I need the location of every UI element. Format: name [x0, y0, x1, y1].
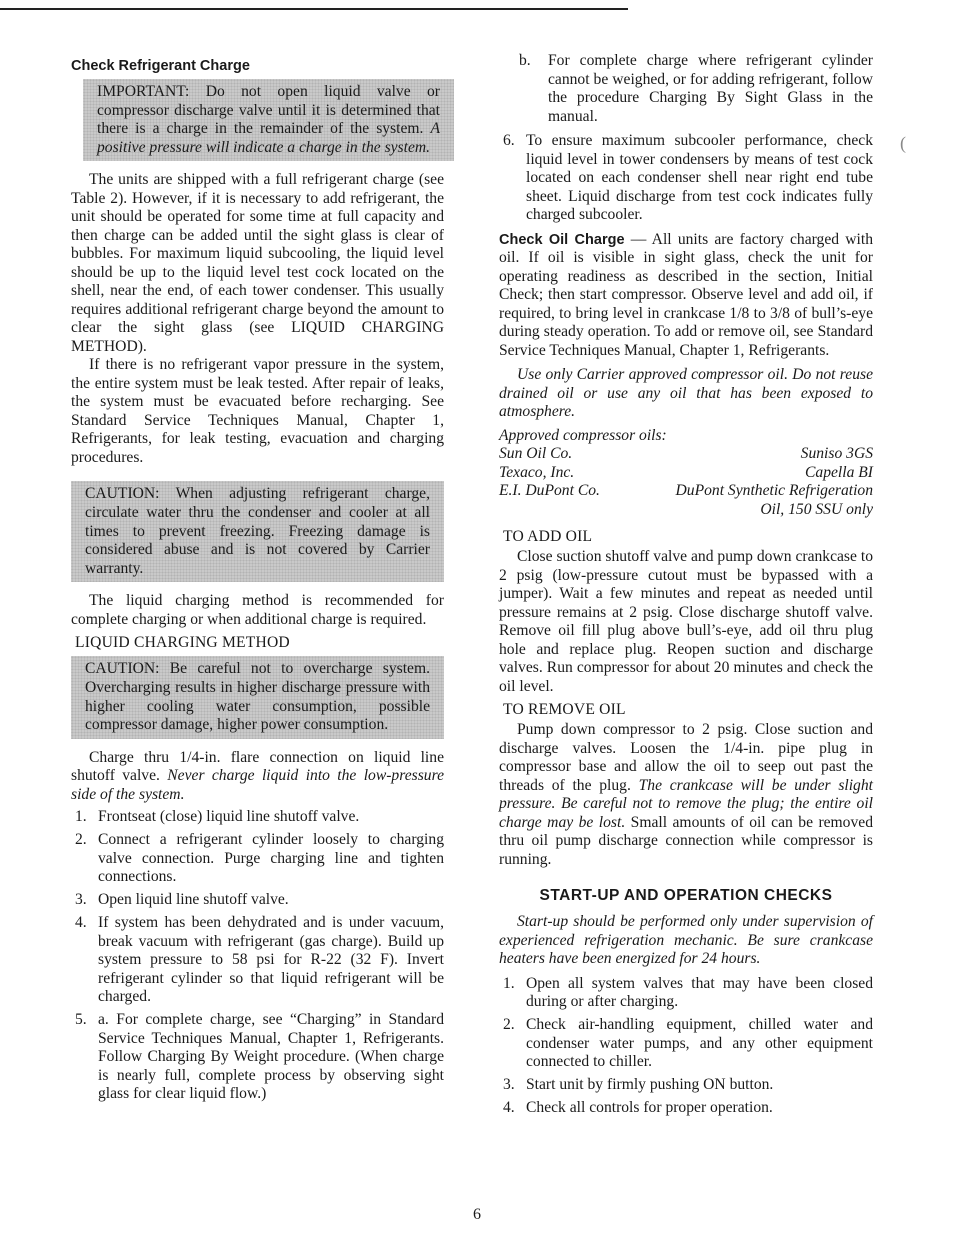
caution-text: Be careful not to overcharge system. Overcharging results in higher discharge pressure with higher cooling water consumption, possible compressor damage, higher power consumption.	[85, 660, 430, 734]
step-text: Check all controls for proper operation.	[526, 1099, 773, 1116]
startup-steps	[499, 975, 873, 1118]
important-italic: A positive pressure will indicate a charge in the system.	[97, 120, 440, 156]
page-number: 6	[473, 1206, 481, 1223]
step-number: 4.	[75, 914, 87, 932]
liquid-charging-subhead: LIQUID CHARGING METHOD	[75, 634, 290, 652]
caution-label: CAUTION:	[85, 485, 160, 503]
check-oil-para	[499, 231, 873, 361]
remove-oil-subhead: TO REMOVE OIL	[503, 701, 626, 718]
oil-product: Suniso 3GS	[800, 445, 873, 462]
step-number: 3.	[75, 891, 87, 909]
oil-company: Sun Oil Co.	[499, 445, 573, 462]
caution-label: CAUTION:	[85, 660, 160, 678]
table-row	[499, 445, 873, 464]
oil-product: Capella BI	[805, 463, 873, 481]
list-item	[499, 975, 873, 1012]
step-number: b.	[519, 52, 531, 69]
charge-thru-italic: Never charge liquid into the low-pressure side of the system.	[71, 767, 444, 803]
refrigerant-para-1: The units are shipped with a full refrigerant charge (see Table 2). However, if it is necessary to add refrigerant, the unit should be operated for some time at full capacity and then charge can be added until the sight glass is clear of bubbles. For maximum liquid subcooling, the liquid level should be up to the liquid level test cock located on the shell, near the end, of each tower condenser. This usually requires additional refrigerant charge beyond the amount to clear the sight glass (see LIQUID CHARGING METHOD).	[71, 171, 444, 355]
caution-text: When adjusting refrigerant charge, circulate water thru the condenser and cooler at all times to prevent freezing. Freezing damage is considered abuse and is not covered by Carrier warranty.	[85, 485, 430, 577]
list-item	[499, 132, 873, 225]
oil-product: DuPont Synthetic Refrigeration Oil, 150 SSU only	[675, 482, 873, 518]
remove-oil-text-2: Small amounts of oil can be removed thru oil pump discharge connection while compressor is running.	[499, 813, 873, 868]
left-column	[71, 52, 444, 1108]
approved-oils-label	[499, 427, 873, 446]
check-oil-heading: Check Oil Charge	[499, 231, 625, 248]
list-item	[71, 1011, 444, 1104]
liquid-method-intro: The liquid charging method is recommended for complete charging or when additional charge is required.	[71, 592, 444, 628]
remove-oil-italic: The crankcase will be under slight pressure. Be careful not to remove the plug; the entire oil charge may be lost.	[499, 776, 873, 831]
add-oil-subhead: TO ADD OIL	[503, 528, 593, 545]
scan-mark: (	[900, 133, 906, 153]
startup-note	[499, 913, 873, 969]
step-text: Connect a refrigerant cylinder loosely to charging valve connection. Purge charging line and tighten connections.	[98, 831, 444, 886]
remove-oil-text: Pump down compressor to 2 psig. Close suction and discharge valves. Loosen the 1/4-in. pipe plug in compressor base and allow the oil to seep out past the threads of the plug.	[499, 721, 873, 794]
step-text: Open liquid line shutoff valve.	[98, 891, 289, 909]
list-item	[499, 1099, 873, 1118]
step-number: 6.	[503, 132, 515, 149]
approved-oils-table	[499, 445, 873, 519]
important-label: IMPORTANT:	[97, 83, 190, 100]
oil-company: E.I. DuPont Co.	[499, 482, 600, 499]
step-text: Frontseat (close) liquid line shutoff valve.	[98, 808, 360, 826]
step-number: 3.	[503, 1076, 515, 1093]
approved-oils-text: Approved compressor oils:	[499, 426, 667, 444]
step-text: If system has been dehydrated and is under vacuum, break vacuum with refrigerant (gas charge). Build up system pressure to 58 psi for R-22 (32 F). Invert refrigerant cylinder so that liquid refrigerant will be charged.	[98, 914, 444, 1006]
remove-oil-para	[499, 721, 873, 869]
table-row	[499, 482, 873, 519]
step-5b	[499, 52, 873, 126]
list-item	[71, 891, 444, 910]
oil-company: Texaco, Inc.	[499, 463, 575, 481]
charge-thru-text: Charge thru 1/4-in. flare connection on liquid line shutoff valve.	[71, 748, 444, 785]
list-item	[71, 831, 444, 887]
charge-thru-para	[71, 749, 444, 805]
step-number: 4.	[503, 1099, 515, 1116]
step-text: Start unit by firmly pushing ON button.	[526, 1076, 774, 1093]
step-text: Open all system valves that may have been closed during or after charging.	[526, 974, 873, 1010]
step-text: For complete charge where refrigerant cylinder cannot be weighed, or for adding refrigerant, follow the procedure Charging By Sight Glass in the manual.	[548, 52, 873, 125]
top-rule	[0, 8, 628, 10]
check-oil-text: — All units are factory charged with oil. If oil is visible in sight glass, check the unit for operating readiness as described in the section, Initial Check; then start compressor. Observe level and add oil, if required, to bring level in crankcase 1/8 to 3/8 of bull’s-eye during steady operation. To add or remove oil, see Standard Service Techniques Manual, Chapter 1, Refrigerants.	[499, 230, 873, 359]
refrigerant-para-2: If there is no refrigerant vapor pressure in the system, the entire system must be leak tested. After repair of leaks, the system must be evacuated before recharging. See Standard Service Techniques Manual, Chapter 1, Refrigerants, for leak testing, evacuation and charging procedures.	[71, 356, 444, 466]
check-refrigerant-heading: Check Refrigerant Charge	[71, 58, 250, 74]
charging-steps	[71, 808, 444, 1104]
important-box	[83, 79, 454, 161]
startup-note-text: Start-up should be performed only under supervision of experienced refrigeration mechanic. Be sure crankcase heaters have been energized for 24 hours.	[499, 913, 873, 967]
right-column	[499, 52, 873, 1122]
step-number: 1.	[75, 808, 87, 826]
step-text: Check air-handling equipment, chilled water and condenser water pumps, and any other equipment connected to chiller.	[526, 1016, 873, 1070]
list-item	[499, 1076, 873, 1095]
step-6-list	[499, 132, 873, 225]
table-row	[499, 464, 873, 483]
caution-box-freezing	[71, 481, 444, 582]
list-item	[71, 914, 444, 1007]
step-number: 2.	[75, 831, 87, 849]
list-item	[71, 808, 444, 827]
step-number: 2.	[503, 1016, 515, 1033]
list-item	[499, 1016, 873, 1072]
startup-heading: START-UP AND OPERATION CHECKS	[539, 887, 833, 904]
oil-warning-text: Use only Carrier approved compressor oil. Do not reuse drained oil or use any oil that has been exposed to atmosphere.	[499, 366, 873, 420]
step-number: 5.	[75, 1011, 87, 1029]
important-text: Do not open liquid valve or compressor discharge valve until it is determined that there is a charge in the remainder of the system.	[97, 83, 440, 138]
oil-warning	[499, 366, 873, 422]
caution-box-overcharge	[71, 656, 444, 738]
step-text: a. For complete charge, see “Charging” in Standard Service Techniques Manual, Chapter 1, Refrigerants. Follow Charging By Weight procedure. (When charge is nearly full, complete process by observing sight glass for clear liquid flow.)	[98, 1011, 444, 1103]
step-text: To ensure maximum subcooler performance, check liquid level in tower condensers by means of test cock located on each condenser shell near right end tube sheet. Liquid discharge from test cock indicates fully charged subcooler.	[526, 132, 873, 223]
add-oil-text: Close suction shutoff valve and pump down crankcase to 2 psig (low-pressure cutout must be bypassed with a jumper). Wait a few minutes and repeat as needed until pressure remains at 2 psig. Close discharge shutoff valve. Remove oil fill plug above bull’s-eye, add oil thru plug hole and replace plug. Reopen suction and discharge valves. Run compressor for about 20 minutes and check the oil level.	[499, 548, 873, 695]
step-number: 1.	[503, 974, 515, 992]
